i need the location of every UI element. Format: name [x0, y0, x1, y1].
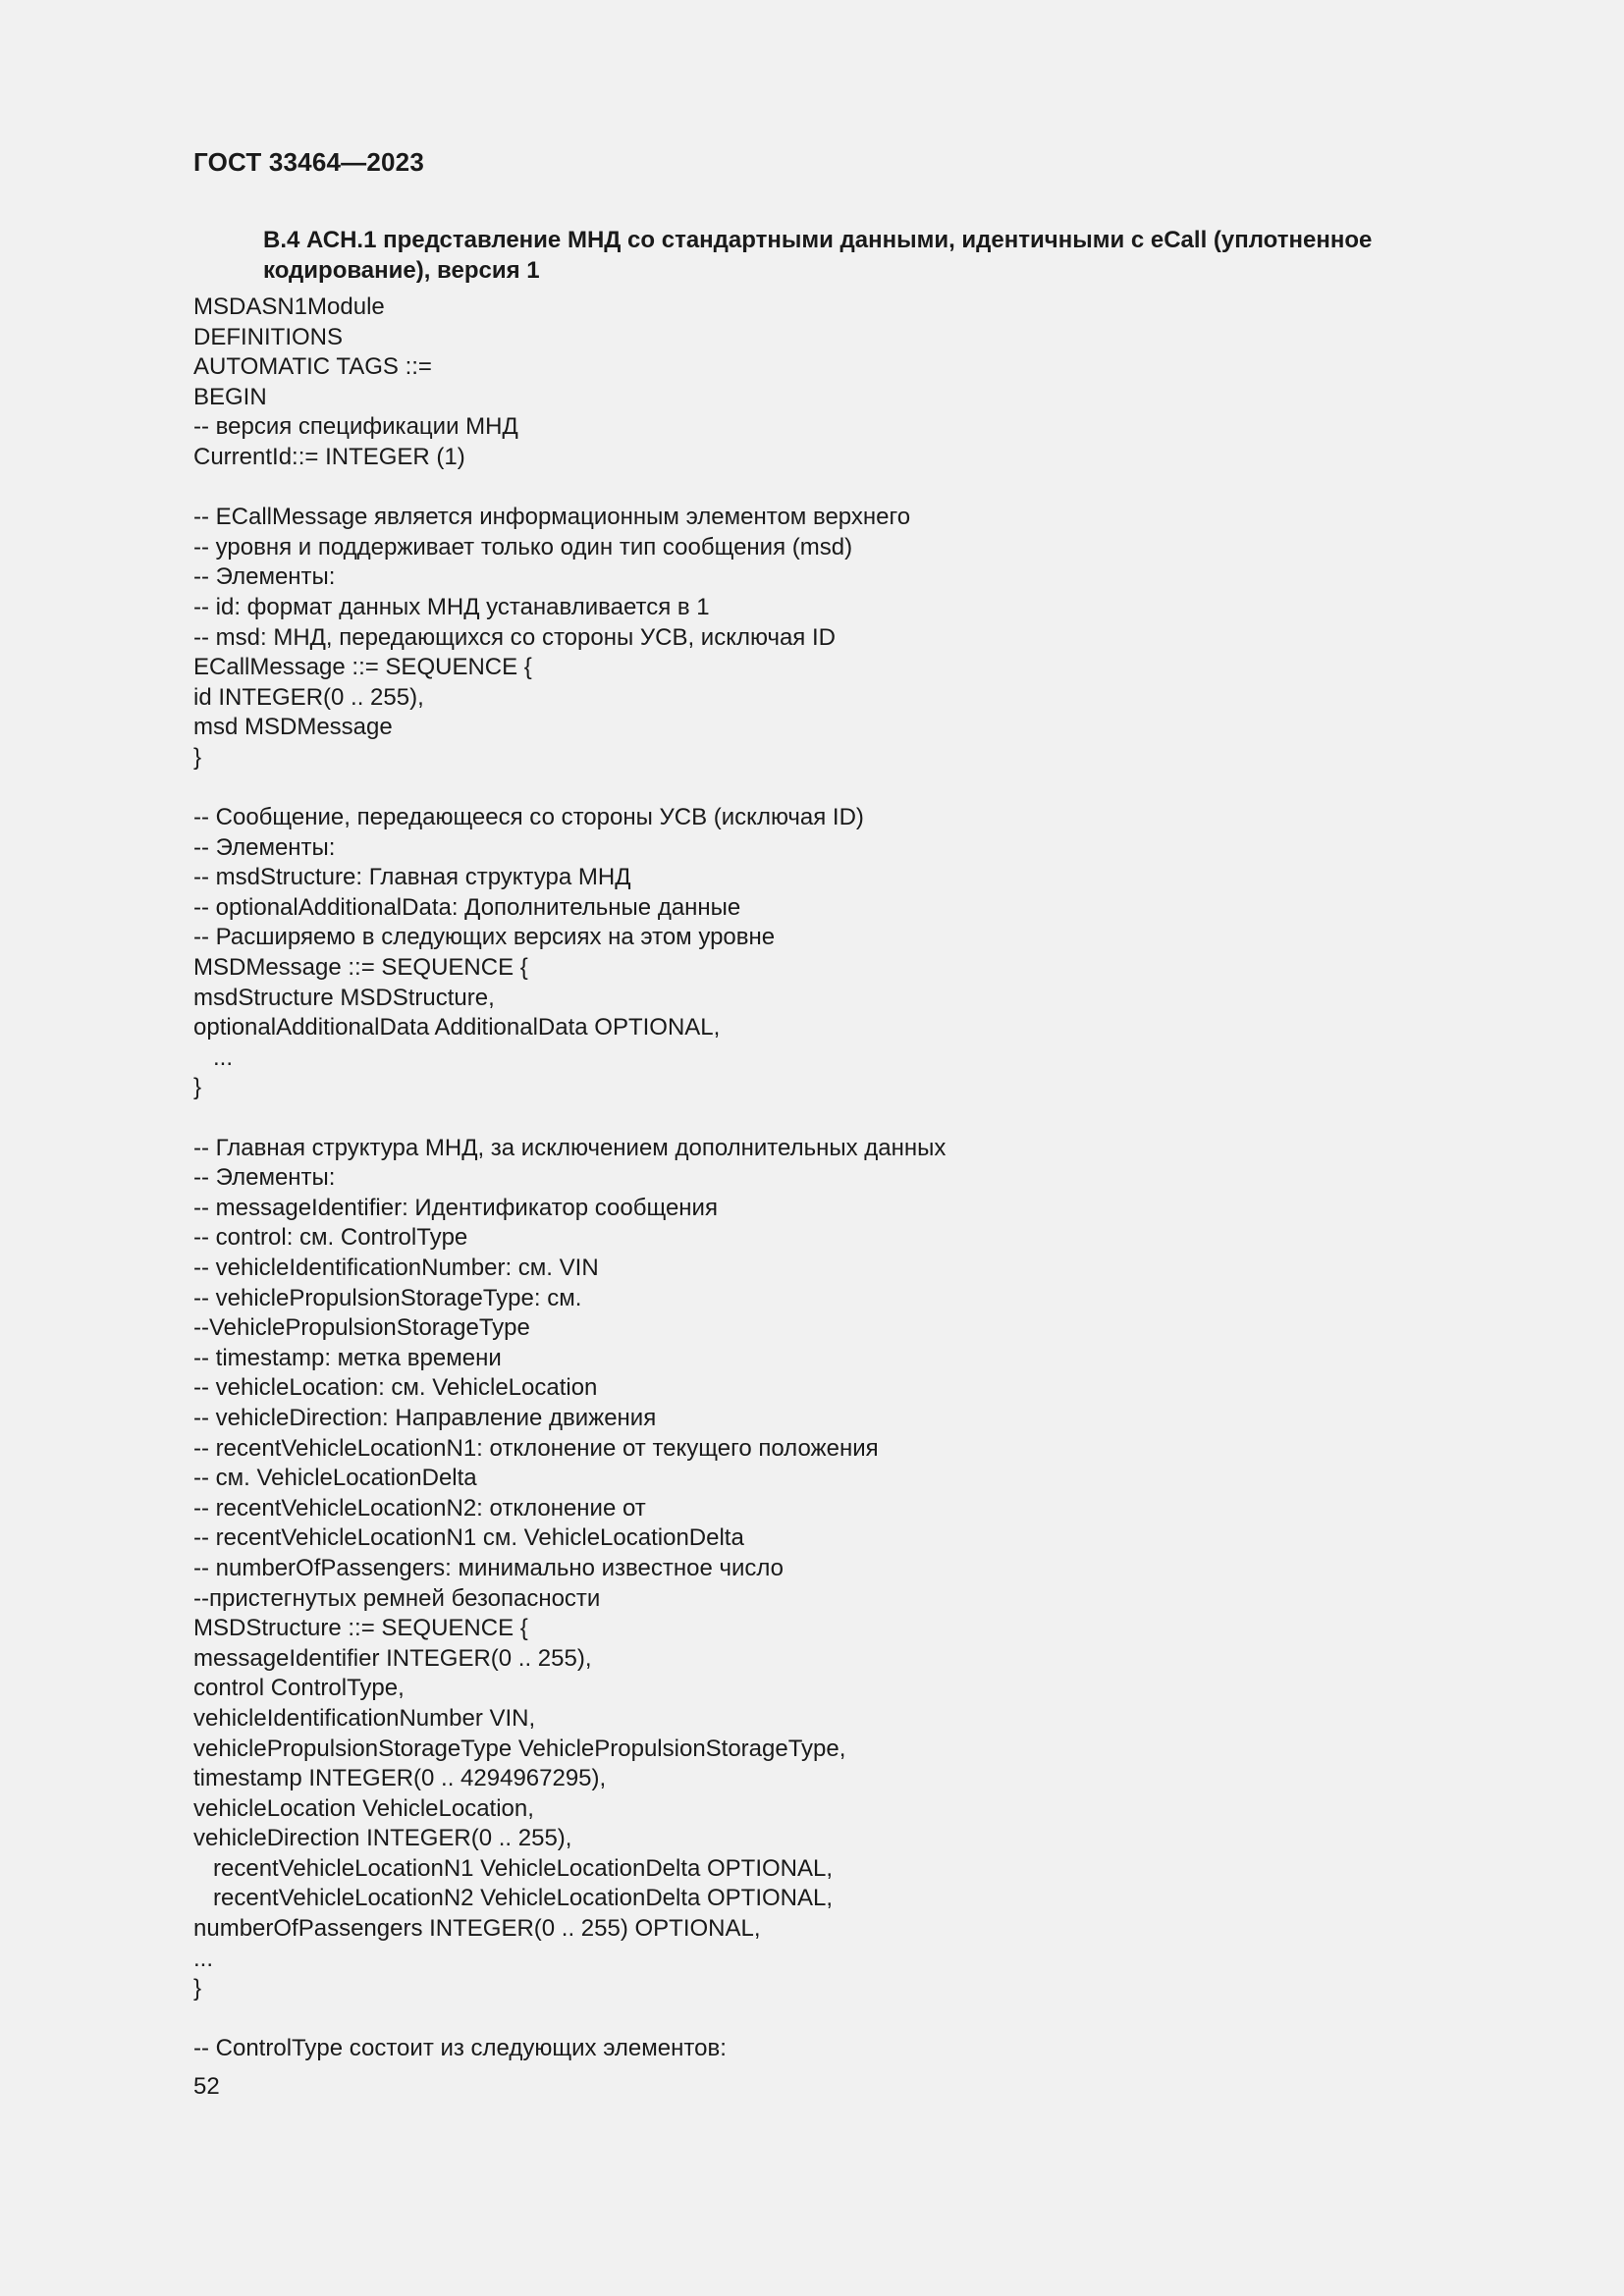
code-line: recentVehicleLocationN1 VehicleLocationDelta OPTIONAL, [193, 1854, 834, 1882]
code-line: id INTEGER(0 .. 255), [193, 683, 424, 711]
code-line: -- msdStructure: Главная структура МНД [193, 864, 631, 891]
code-line: -- timestamp: метка времени [193, 1344, 502, 1371]
code-line: } [193, 1975, 202, 2002]
page-number: 52 [193, 2073, 220, 2100]
code-line: vehiclePropulsionStorageType VehiclePropulsionStorageType, [193, 1735, 846, 1762]
code-line: -- recentVehicleLocationN1: отклонение от текущего положения [193, 1434, 879, 1462]
code-line [193, 774, 1470, 804]
code-line: CurrentId::= INTEGER (1) [193, 443, 465, 470]
code-line: ECallMessage ::= SEQUENCE { [193, 654, 532, 681]
code-line: -- уровня и поддерживает только один тип сообщения (msd) [193, 533, 853, 561]
section-title: В.4 АСН.1 представление МНД со стандартными данными, идентичными с eCall (уплотненное кодирование), версия 1 [263, 227, 1373, 284]
code-line: numberOfPassengers INTEGER(0 .. 255) OPTIONAL, [193, 1915, 761, 1943]
code-line: ... [193, 1945, 214, 1972]
code-line: -- Главная структура МНД, за исключением дополнительных данных [193, 1134, 947, 1161]
code-line: -- id: формат данных МНД устанавливается в 1 [193, 593, 710, 620]
code-line: -- msd: МНД, передающихся со стороны УСВ, исключая ID [193, 623, 836, 651]
code-line: -- vehiclePropulsionStorageType: см. [193, 1284, 582, 1311]
code-line: } [193, 743, 202, 771]
code-line: -- optionalAdditionalData: Дополнительные данные [193, 893, 741, 921]
code-line: -- vehicleLocation: см. VehicleLocation [193, 1374, 598, 1402]
code-line: --пристегнутых ремней безопасности [193, 1584, 601, 1612]
asn1-code-block [193, 293, 1470, 2064]
code-line: -- control: см. ControlType [193, 1224, 468, 1252]
code-line: DEFINITIONS [193, 323, 344, 350]
code-line: msdStructure MSDStructure, [193, 984, 495, 1011]
code-line: msd MSDMessage [193, 714, 393, 741]
code-line: -- messageIdentifier: Идентификатор сообщения [193, 1194, 718, 1221]
code-line: AUTOMATIC TAGS ::= [193, 353, 432, 381]
code-line: -- см. VehicleLocationDelta [193, 1465, 477, 1492]
code-line: ... [193, 1043, 234, 1071]
code-line: -- версия спецификации МНД [193, 413, 518, 441]
code-line: -- Расширяемо в следующих версиях на этом уровне [193, 924, 776, 951]
code-line: -- Элементы: [193, 1164, 336, 1192]
code-line [193, 1103, 1470, 1134]
code-line: MSDASN1Module [193, 294, 385, 320]
code-line: -- Элементы: [193, 563, 336, 591]
code-line: -- ControlType состоит из следующих элементов: [193, 2035, 727, 2062]
document-header: ГОСТ 33464—2023 [193, 147, 424, 177]
code-line: -- vehicleDirection: Направление движения [193, 1404, 657, 1431]
code-line [193, 473, 1470, 504]
code-line: -- ECallMessage является информационным элементом верхнего [193, 504, 911, 531]
code-line: recentVehicleLocationN2 VehicleLocationDelta OPTIONAL, [193, 1885, 834, 1912]
code-line: MSDStructure ::= SEQUENCE { [193, 1615, 528, 1642]
code-line: -- vehicleIdentificationNumber: см. VIN [193, 1255, 599, 1281]
code-line: vehicleLocation VehicleLocation, [193, 1794, 534, 1822]
code-line: -- Элементы: [193, 833, 336, 861]
code-line: -- numberOfPassengers: минимально известное число [193, 1554, 785, 1581]
code-line: -- Сообщение, передающееся со стороны УСВ (исключая ID) [193, 804, 864, 831]
code-line: vehicleIdentificationNumber VIN, [193, 1704, 536, 1732]
code-line: } [193, 1074, 202, 1101]
code-line [193, 2004, 1470, 2035]
code-line: control ControlType, [193, 1675, 405, 1702]
code-line: timestamp INTEGER(0 .. 4294967295), [193, 1765, 607, 1792]
code-line: vehicleDirection INTEGER(0 .. 255), [193, 1825, 572, 1852]
code-line: MSDMessage ::= SEQUENCE { [193, 954, 528, 982]
code-line: messageIdentifier INTEGER(0 .. 255), [193, 1644, 592, 1672]
code-line: BEGIN [193, 383, 267, 410]
code-line: -- recentVehicleLocationN2: отклонение от [193, 1494, 646, 1522]
code-line: -- recentVehicleLocationN1 см. VehicleLocationDelta [193, 1524, 744, 1552]
code-line: --VehiclePropulsionStorageType [193, 1314, 530, 1342]
code-line: optionalAdditionalData AdditionalData OPTIONAL, [193, 1014, 721, 1041]
